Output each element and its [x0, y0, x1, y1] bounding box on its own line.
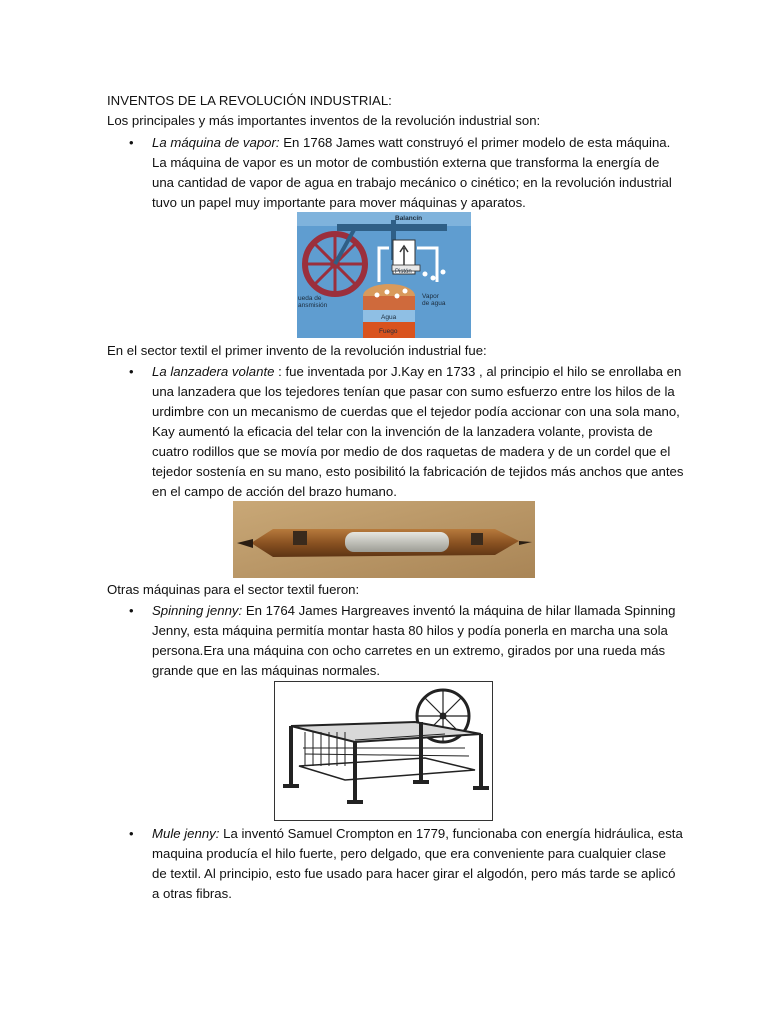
textile-intro: En el sector textil el primer invento de la revolución industrial fue: — [107, 343, 487, 358]
steam-text-1: En 1768 James watt construyó el primer modelo de esta máquina. — [279, 135, 671, 150]
shuttle-line-4: Kay aumentó la eficacia del telar con la invención de la lanzadera volante, provista de — [152, 424, 653, 439]
page-title: INVENTOS DE LA REVOLUCIÓN INDUSTRIAL: — [107, 93, 392, 108]
mule-line-2: maquina producía el hilo fuerte, pero delgado, que era conveniente para cualquier clase — [152, 846, 666, 861]
shuttle-line-7: en el campo de acción del brazo humano. — [152, 484, 397, 499]
bullet-marker: • — [129, 826, 134, 841]
label-piston: Pistón — [395, 269, 412, 275]
mule-line-1 — [152, 824, 683, 844]
bullet-marker: • — [129, 603, 134, 618]
shuttle-line-1 — [152, 362, 681, 382]
mule-line-4: a otras fibras. — [152, 886, 232, 901]
mule-text-1: La inventó Samuel Crompton en 1779, funcionaba con energía hidráulica, esta — [219, 826, 683, 841]
steam-term: La máquina de vapor: — [152, 135, 280, 150]
label-rueda: ueda de — [298, 295, 322, 302]
flying-shuttle-illustration — [233, 501, 535, 578]
steam-line-4: tuvo un papel muy importante para mover máquinas y aparatos. — [152, 195, 526, 210]
spinning-jenny-engraving — [274, 681, 493, 821]
bullet-marker: • — [129, 364, 134, 379]
shuttle-line-5: cuatro rodillos que se movía por medio de dos raquetas de madera y de un cordel que el — [152, 444, 671, 459]
shuttle-line-6: tejedor sostenía en su mano, esto posibilitó la fabricación de tejidos más anchos que antes — [152, 464, 684, 479]
label-agua: Agua — [381, 314, 397, 321]
mule-line-3: de textil. Al principio, esto fue usado para hacer girar el algodón, pero más tarde se aplicó — [152, 866, 676, 881]
intro-paragraph: Los principales y más importantes inventos de la revolución industrial son: — [107, 113, 541, 128]
bullet-marker: • — [129, 135, 134, 150]
shuttle-text-1: : fue inventada por J.Kay en 1733 , al principio el hilo se enrollaba en — [274, 364, 682, 379]
jenny-line-1 — [152, 601, 675, 621]
jenny-text-1: En 1764 James Hargreaves inventó la máquina de hilar llamada Spinning — [242, 603, 676, 618]
shuttle-term: La lanzadera volante — [152, 364, 275, 379]
label-rueda-2: ansmisión — [298, 302, 328, 309]
mule-term: Mule jenny: — [152, 826, 220, 841]
steam-engine-illustration — [297, 212, 471, 338]
other-machines-intro: Otras máquinas para el sector textil fueron: — [107, 582, 360, 597]
spinning-jenny-illustration — [275, 682, 492, 820]
shuttle-line-3: urdimbre con un mecanismo de cuerdas que el tejedor podía accionar con una sola mano, — [152, 404, 680, 419]
steam-line-1 — [152, 133, 670, 153]
label-balancin: Balancín — [395, 215, 423, 222]
label-vapor: Vapor — [422, 293, 439, 300]
jenny-line-4: grande que en las máquinas normales. — [152, 663, 380, 678]
jenny-line-2: Jenny, esta máquina permitía montar hasta 80 hilos y podía ponerla en marcha una sola — [152, 623, 668, 638]
jenny-term: Spinning jenny: — [152, 603, 243, 618]
shuttle-line-2: una lanzadera que los tejedores tenían que pasar con sumo esfuerzo entre los hilos de la — [152, 384, 675, 399]
steam-line-2: La máquina de vapor es un motor de combustión externa que transforma la energía de — [152, 155, 660, 170]
flying-shuttle-photo — [233, 501, 535, 578]
label-vapor-2: de agua — [422, 300, 446, 307]
jenny-line-3: persona.Era una máquina con ocho carretes en un extremo, girados por una rueda más — [152, 643, 666, 658]
label-fuego: Fuego — [379, 328, 398, 335]
steam-engine-diagram — [297, 212, 471, 338]
steam-line-3: una cantidad de vapor de agua en trabajo mecánico o cinético; en la revolución industrial — [152, 175, 672, 190]
